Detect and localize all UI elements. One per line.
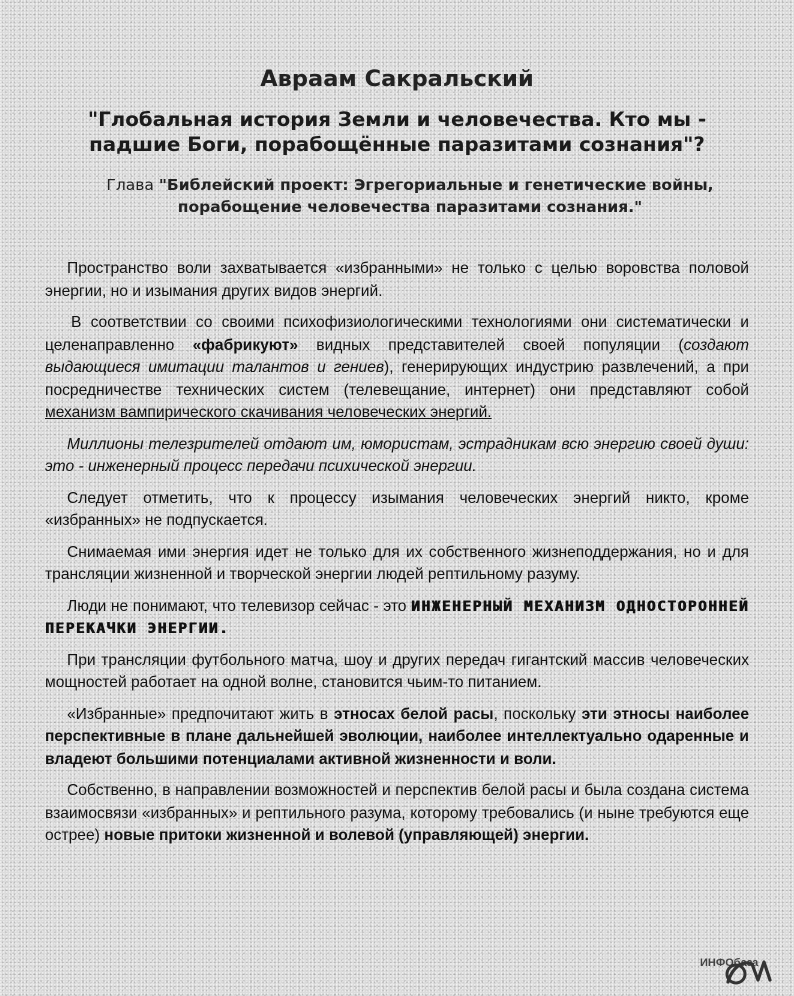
paragraph-8-bold-a: этносах белой расы: [333, 705, 494, 723]
chapter-prefix: Глава: [106, 176, 159, 194]
paragraph-7-text: При трансляции футбольного матча, шоу и других передач гигантский массив человеческих мощностей работает на одной волне, становится чьим-то питанием.: [45, 651, 749, 691]
infobaza-logo-icon: [698, 950, 772, 986]
paragraph-3: [45, 434, 749, 479]
paragraph-6-text: Люди не понимают, что телевизор сейчас - это: [67, 597, 412, 615]
paragraph-5-text: Снимаемая ими энергия идет не только для их собственного жизнеподдержания, но и для трансляции жизненной и творческой энергии людей рептильному разуму.: [45, 543, 749, 583]
paragraph-9-bold: новые притоки жизненной и волевой (управляющей) энергии.: [104, 827, 589, 844]
paragraph-4-text: Следует отметить, что к процессу изымания человеческих энергий никто, кроме «избранных» не подпускается.: [45, 489, 749, 529]
book-title: "Глобальная история Земли и человечества. Кто мы - падшие Боги, порабощённые паразитами сознания"?: [87, 108, 707, 156]
paragraph-1: [45, 258, 749, 303]
chapter-title: "Библейский проект: Эгрегориальные и генетические войны, порабощение человечества паразитами сознания.": [158, 176, 714, 216]
paragraph-2-text-a: В соответствии со своими психофизиологическими технологиями они систематически и целенаправленно: [45, 314, 749, 354]
paragraph-6: [45, 596, 749, 641]
paragraph-3-text: Миллионы телезрителей отдают им, юмористам, эстрадникам всю энергию своей души: это - инженерный процесс передачи психической энергии.: [45, 435, 749, 475]
paragraph-8: [45, 704, 749, 772]
paragraph-2-bold: «фабрикуют»: [192, 336, 299, 354]
paragraph-8-text-c: , поскольку: [493, 705, 582, 723]
paragraph-2: [45, 312, 749, 425]
paragraph-4: [45, 488, 749, 533]
paragraph-1-text: Пространство воли захватывается «избранными» не только с целью воровства половой энергии, но и изымания других видов энергий.: [45, 260, 749, 300]
author-name: Авраам Сакральский: [260, 66, 534, 92]
paragraph-9: [45, 780, 749, 848]
paragraph-5: [45, 542, 749, 587]
chapter-heading: [70, 174, 750, 218]
paragraph-2-text-c: видных представителей своей популяции (: [298, 336, 684, 354]
paragraph-9-text: Собственно, в направлении возможностей и перспектив белой расы и была создана система взаимосвязи «избранных» и рептильного разума, которому требовались (и ныне требуются еще острее): [45, 782, 749, 844]
paragraph-2-italic: создают выдающиеся имитации талантов и гениев: [45, 336, 749, 376]
article-body: [45, 258, 749, 857]
paragraph-8-bold-b: эти этносы наиболее перспективные в плане дальнейшей эволюции, наиболее интеллектуально одаренные и владеют большими потенциалами активной жизненности и воли.: [45, 705, 749, 768]
logo-text: ИНФОбаза: [700, 957, 759, 969]
paragraph-8-text-a: «Избранные» предпочитают жить в: [67, 705, 334, 723]
paragraph-7: [45, 650, 749, 695]
paragraph-2-text-e: ), генерирующих индустрию развлечений, а при посредничестве технических систем (телевещание, интернет) они представляют собой: [45, 359, 749, 399]
paragraph-6-stylized: ИНЖЕНЕРНЫЙ МЕХАНИЗМ ОДНОСТОРОННЕЙ ПЕРЕКАЧКИ ЭНЕРГИИ.: [45, 598, 749, 637]
paragraph-2-underlined: механизм вампирического скачивания человеческих энергий.: [45, 404, 492, 421]
